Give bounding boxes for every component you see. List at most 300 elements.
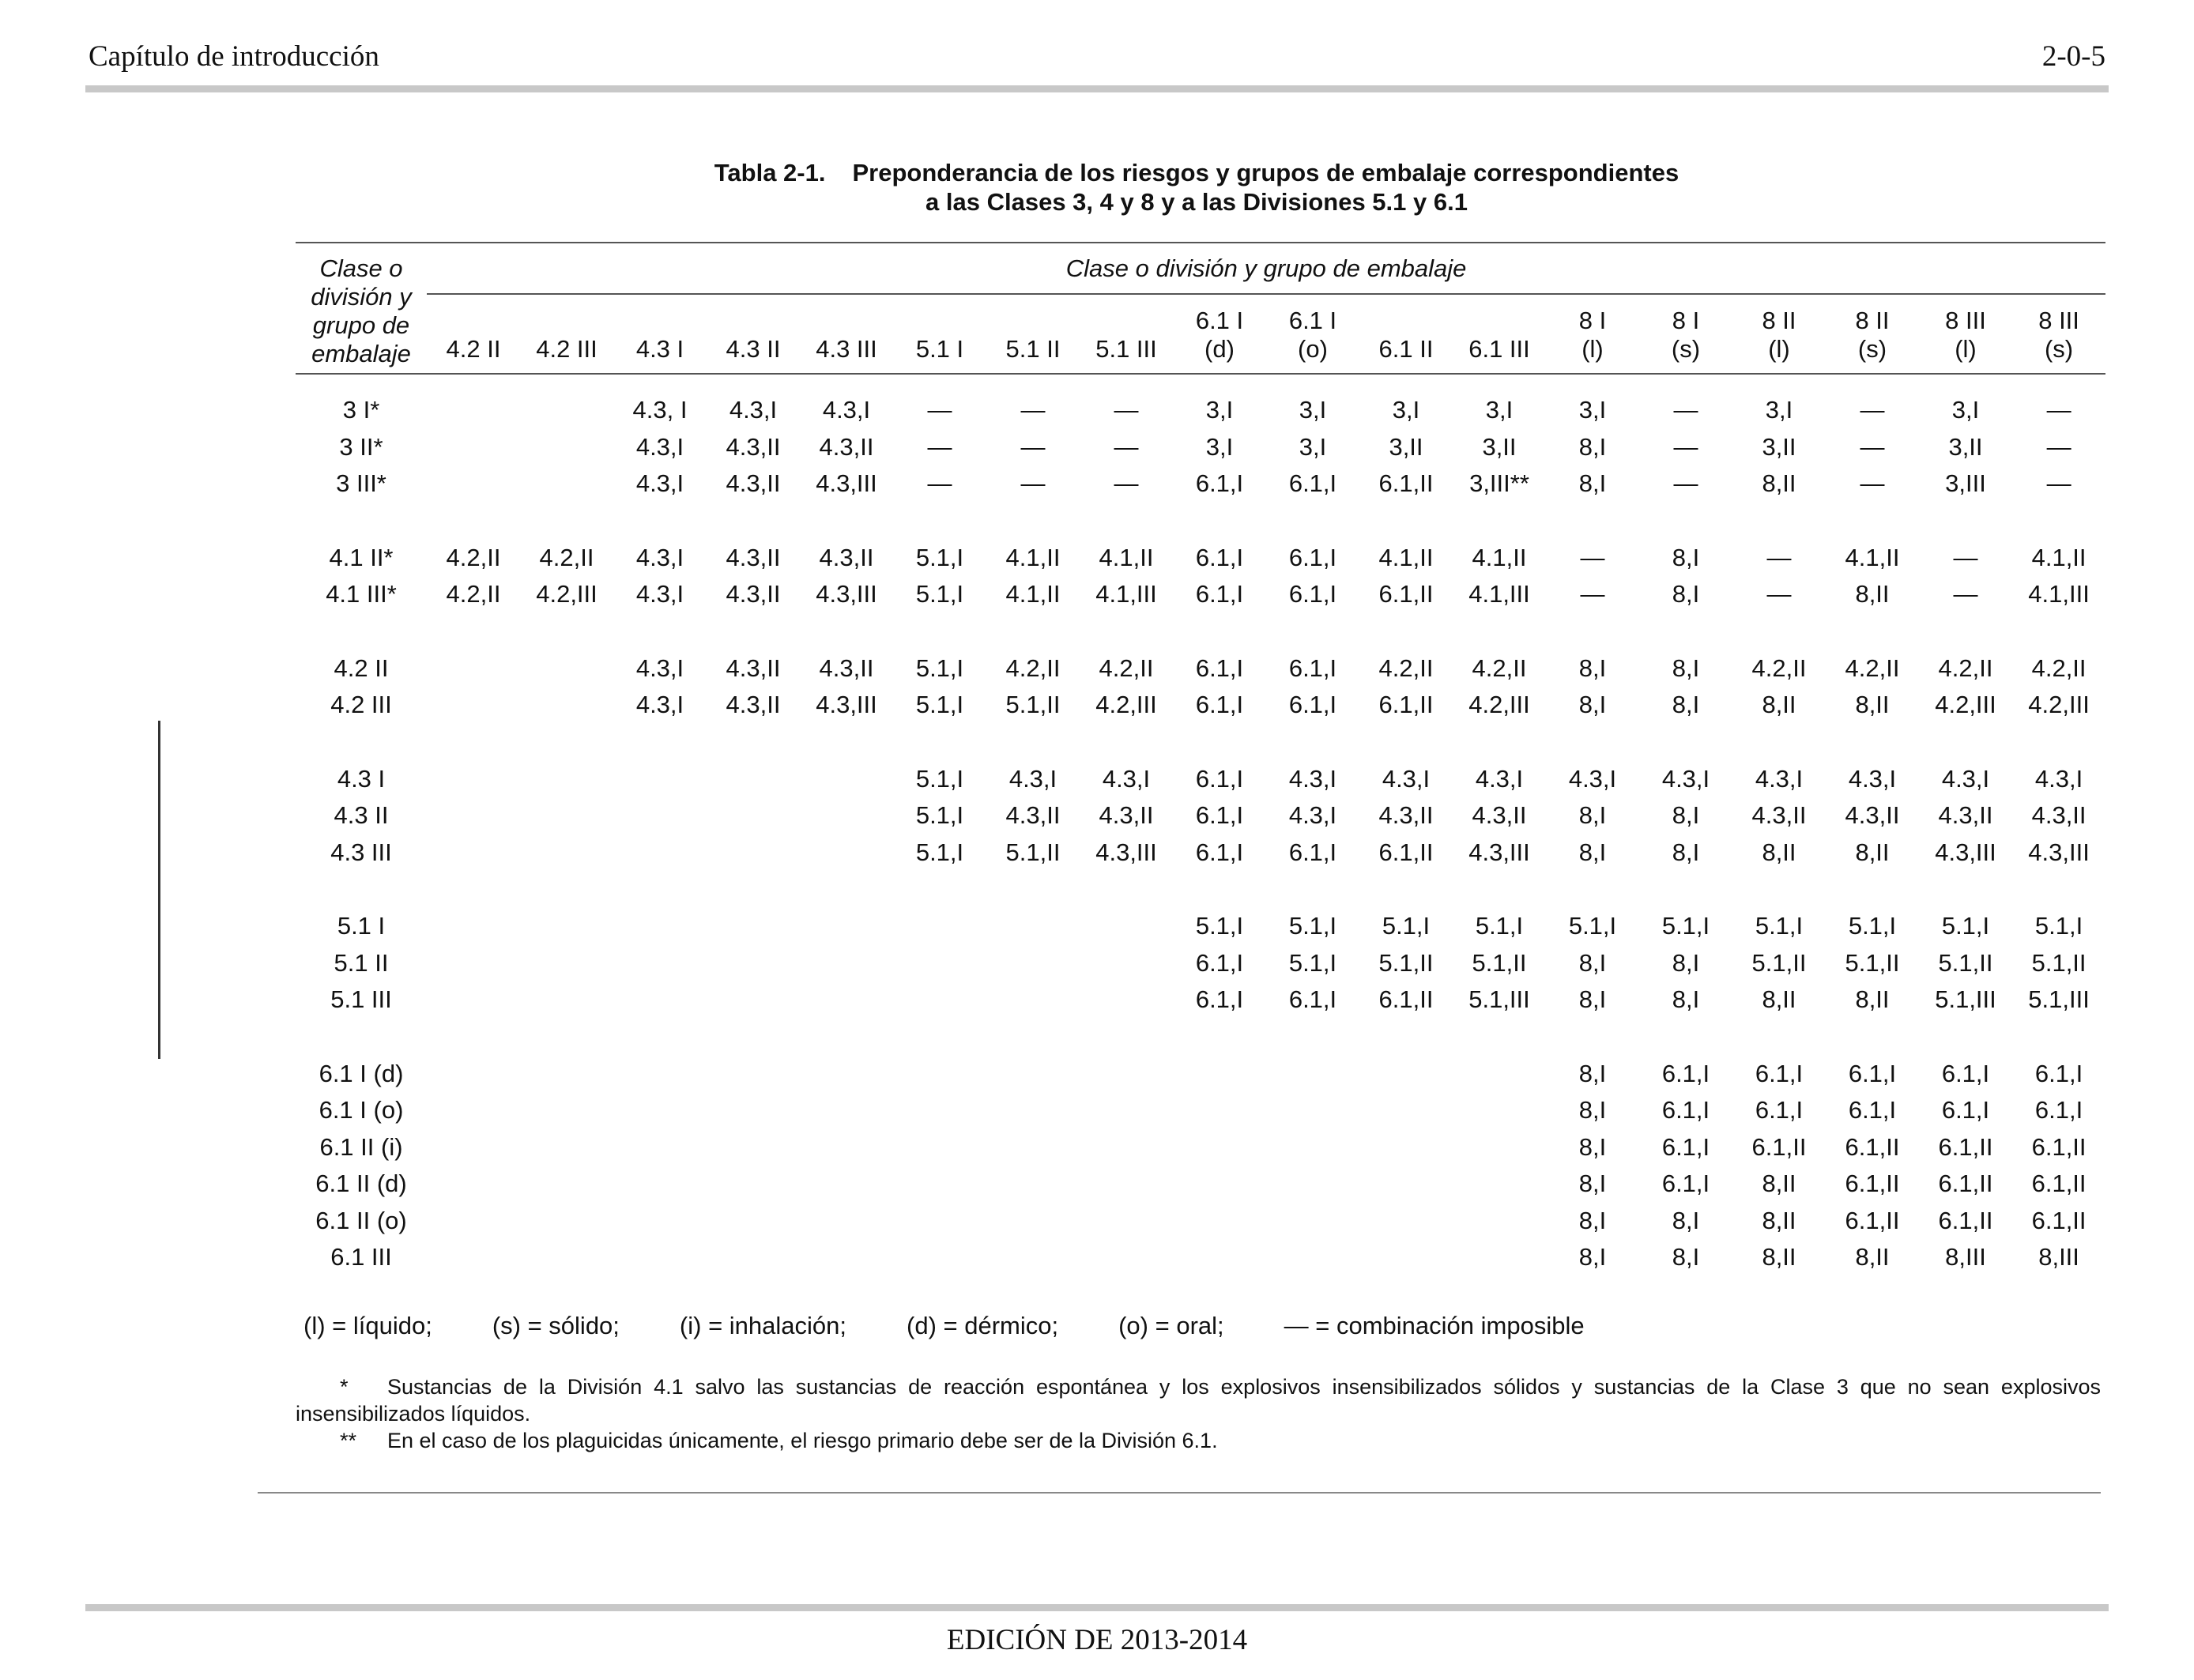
table-cell [520, 1092, 613, 1129]
table-cell [1453, 1203, 1546, 1240]
table-cell: 8,II [1762, 1170, 1796, 1198]
table-cell: 3,I [1299, 396, 1327, 424]
table-cell: 6.1,I [2034, 1096, 2083, 1124]
table-cell [707, 1239, 800, 1292]
table-cell [1080, 1129, 1173, 1166]
table-cell: 4.2,III [536, 580, 598, 608]
table-cell: 6.1,I [2034, 1059, 2083, 1087]
table-cell: 4.3,II [1845, 801, 1900, 830]
column-header-line: 8 II [1855, 307, 1890, 334]
table-cell [707, 1129, 800, 1166]
table-cell [986, 1129, 1080, 1166]
page-number: 2-0-5 [2041, 40, 2105, 73]
table-cell: — [1020, 432, 1046, 461]
table-cell: 4.3,I [1008, 764, 1057, 793]
table-cell: — [2046, 432, 2071, 461]
table-cell: 4.2,III [1468, 691, 1530, 719]
table-cell: 6.1,II [1845, 1170, 1900, 1198]
table-cell: 6.1,I [1195, 948, 1244, 977]
table-cell [1359, 1056, 1453, 1093]
table-cell: 8,I [1578, 654, 1607, 682]
row-label: 4.1 III* [326, 580, 397, 608]
table-cell [1080, 908, 1173, 945]
table-cell: 4.3,III [816, 469, 877, 498]
column-header-line: 8 I [1578, 307, 1607, 334]
table-cell [1453, 1166, 1546, 1203]
table-cell: 3,I [1392, 396, 1420, 424]
table-cell [707, 1166, 800, 1203]
row-label: 6.1 I (o) [319, 1096, 404, 1124]
table-cell: — [1580, 543, 1605, 571]
table-cell: 3,III** [1469, 469, 1529, 498]
table-cell: 4.3,II [2031, 801, 2087, 830]
table-cell [613, 908, 707, 945]
table-cell [1173, 1239, 1266, 1292]
table-cell [800, 1239, 893, 1292]
table-cell: 3,I [1205, 396, 1234, 424]
table-cell [1173, 1056, 1266, 1093]
table-cell: 4.2,II [539, 543, 594, 571]
legend-item: (l) = líquido; [303, 1312, 432, 1339]
table-cell: 6.1,II [1378, 838, 1434, 866]
table-cell: 4.2,II [2031, 654, 2087, 682]
table-cell [1359, 1203, 1453, 1240]
column-header-line: (d) [1204, 335, 1235, 363]
table-cell: 8,I [1578, 1059, 1607, 1087]
table-cell [520, 465, 613, 503]
table-cell: 4.1,II [1472, 543, 1527, 571]
legend-item: (d) = dérmico; [907, 1312, 1059, 1339]
column-header [1732, 294, 1826, 374]
header-rule [85, 85, 2109, 92]
table-cell: 6.1,I [1195, 985, 1244, 1014]
table-cell: 4.3,III [816, 691, 877, 719]
column-header [427, 294, 520, 374]
table-cell [520, 908, 613, 945]
table-cell [520, 429, 613, 466]
table-cell: — [2046, 396, 2071, 424]
table-cell: 6.1,II [1378, 691, 1434, 719]
table-cell: 4.3,I [1382, 764, 1431, 793]
table-cell: — [1114, 432, 1139, 461]
table-cell: 4.1,III [1468, 580, 1530, 608]
table-cell: 8,II [1762, 691, 1796, 719]
column-header-line: (l) [1768, 335, 1790, 363]
table-cell: 6.1,I [1288, 691, 1337, 719]
table-row [296, 687, 2105, 724]
table-row [296, 834, 2105, 872]
table-cell: 3,I [1485, 396, 1514, 424]
table-cell: 6.1,II [1938, 1132, 1993, 1161]
table-cell: 5.1,II [1005, 691, 1061, 719]
table-cell: 8,I [1578, 469, 1607, 498]
table-caption [296, 158, 2098, 217]
table-cell: 5.1,I [1941, 912, 1990, 940]
table-cell: 4.2,III [2028, 691, 2090, 719]
table-cell: 4.3,II [1938, 801, 1993, 830]
column-header-line: 5.1 II [1005, 335, 1061, 363]
table-cell [986, 908, 1080, 945]
table-cell: 8,I [1578, 691, 1607, 719]
table-row [296, 797, 2105, 834]
table-cell [427, 908, 520, 945]
table-cell: 6.1,II [1938, 1170, 1993, 1198]
table-head [296, 243, 2105, 374]
row-label: 5.1 I [337, 912, 386, 940]
table-cell: 5.1,III [2028, 985, 2090, 1014]
table-cell [427, 981, 520, 1019]
table-cell [613, 797, 707, 834]
column-header-line: 6.1 I [1288, 307, 1337, 334]
table-cell [613, 1092, 707, 1129]
table-cell [1080, 1203, 1173, 1240]
table-cell: 5.1,I [1755, 912, 1804, 940]
group-spacer [296, 724, 2105, 761]
table-cell: 8,II [1762, 838, 1796, 866]
table-cell [1266, 1166, 1359, 1203]
column-header [1546, 294, 1639, 374]
table-cell: — [1673, 469, 1698, 498]
column-header [893, 294, 986, 374]
table-cell: 4.3,I [635, 543, 684, 571]
spacer-cell [296, 613, 2105, 650]
table-cell: 4.3,I [1288, 801, 1337, 830]
column-header [1826, 294, 1919, 374]
column-header-line: (l) [1581, 335, 1604, 363]
table-notes [296, 1373, 2101, 1454]
column-header [2012, 294, 2105, 374]
table-cell: 4.3,II [1472, 801, 1527, 830]
row-label: 4.2 III [330, 691, 392, 719]
table-cell: 4.3,I [635, 580, 684, 608]
spacer-cell [296, 503, 2105, 540]
table-cell: 8,II [1762, 985, 1796, 1014]
table-cell [800, 908, 893, 945]
row-header-line: división y [311, 283, 412, 311]
table-cell: 4.3,I [1941, 764, 1990, 793]
table-cell: 6.1,II [2031, 1170, 2087, 1198]
table-cell: 6.1,I [1848, 1059, 1897, 1087]
table-cell: 4.2,II [446, 580, 501, 608]
row-header-line: embalaje [311, 340, 411, 367]
table-cell [1359, 1239, 1453, 1292]
row-label: 5.1 II [334, 948, 389, 977]
column-header-line: 4.3 III [816, 335, 877, 363]
table-cell: — [1953, 580, 1978, 608]
table-cell [1173, 1203, 1266, 1240]
row-label: 6.1 I (d) [319, 1059, 404, 1087]
row-label: 4.3 II [334, 801, 389, 830]
table-cell: 4.3,I [1288, 764, 1337, 793]
row-label: 4.3 III [330, 838, 392, 866]
table-cell: 4.1,II [1378, 543, 1434, 571]
table-cell: 4.3,III [1935, 838, 1996, 866]
column-header [1173, 294, 1266, 374]
column-header [520, 294, 613, 374]
table-cell: 4.1,II [1005, 580, 1061, 608]
column-header [1639, 294, 1732, 374]
table-cell: 5.1,I [1848, 912, 1897, 940]
table-cell: 4.3,II [1378, 801, 1434, 830]
caption-line-2: a las Clases 3, 4 y 8 y a las Divisiones 5.1 y 6.1 [925, 188, 1468, 216]
row-header-line: Clase o [319, 254, 403, 282]
table-cell: 8,I [1672, 838, 1700, 866]
table-cell: 6.1,I [1195, 838, 1244, 866]
table-cell: 6.1,I [1661, 1059, 1710, 1087]
table-row [296, 761, 2105, 798]
table-cell: 8,II [1855, 580, 1890, 608]
column-header-line: 4.3 I [635, 335, 684, 363]
table-cell: 4.3,II [1099, 801, 1154, 830]
row-label: 6.1 II (o) [315, 1206, 407, 1234]
table-cell: 8,II [1855, 838, 1890, 866]
table-cell [1080, 945, 1173, 982]
table-cell [707, 945, 800, 982]
table-cell: 4.3,I [1102, 764, 1151, 793]
table-cell: 6.1,I [1195, 580, 1244, 608]
table-row [296, 1129, 2105, 1166]
table-cell [613, 1239, 707, 1292]
table-cell: 5.1,I [1661, 912, 1710, 940]
precedence-table [296, 242, 2105, 1292]
table-cell [613, 834, 707, 872]
table-cell: 5.1,III [1935, 985, 1996, 1014]
row-label: 6.1 III [330, 1243, 392, 1271]
table-cell: 4.3,II [1005, 801, 1061, 830]
table-cell: — [1580, 580, 1605, 608]
table-cell [1266, 1203, 1359, 1240]
table-cell: 4.3,II [819, 432, 874, 461]
table-cell [893, 1203, 986, 1240]
row-label: 4.2 II [334, 654, 389, 682]
table-cell: 4.1,II [2031, 543, 2087, 571]
table-cell: 8,I [1578, 1243, 1607, 1271]
table-cell: 8,I [1578, 1170, 1607, 1198]
table-cell: 4.3,I [1661, 764, 1710, 793]
table-row [296, 374, 2105, 429]
table-cell [893, 945, 986, 982]
table-cell: 6.1,I [1195, 691, 1244, 719]
group-spacer [296, 613, 2105, 650]
table-row [296, 1203, 2105, 1240]
table-cell: 6.1,II [1378, 985, 1434, 1014]
table-cell: 8,II [1762, 469, 1796, 498]
table-cell: 5.1,I [1382, 912, 1431, 940]
caption-line-1 [296, 158, 2098, 187]
table-cell [520, 1129, 613, 1166]
table-row [296, 908, 2105, 945]
table-cell: 6.1,I [1195, 764, 1244, 793]
table-cell [1266, 1129, 1359, 1166]
table-cell: 4.3,II [726, 654, 781, 682]
abbreviation-legend [303, 1312, 1585, 1340]
column-header-line: 5.1 I [915, 335, 964, 363]
table-cell [893, 908, 986, 945]
table-cell [427, 945, 520, 982]
table-cell [427, 1166, 520, 1203]
table-cell [1080, 1166, 1173, 1203]
table-cell [893, 1092, 986, 1129]
table-cell [707, 981, 800, 1019]
table-cell: 6.1,I [1288, 838, 1337, 866]
table-cell [427, 1092, 520, 1129]
column-header-line: (s) [1857, 335, 1887, 363]
table-cell: 6.1,I [1195, 801, 1244, 830]
column-header [986, 294, 1080, 374]
table-cell: 8,I [1578, 948, 1607, 977]
header-row-columns [296, 294, 2105, 374]
legend-item: — = combinación imposible [1284, 1312, 1585, 1339]
row-header-cell [296, 243, 427, 374]
table-cell: 4.3,II [819, 654, 874, 682]
table-cell [613, 945, 707, 982]
table-cell: — [1673, 432, 1698, 461]
table-cell: 8,I [1672, 580, 1700, 608]
column-header-line: 5.1 III [1095, 335, 1157, 363]
table-cell: — [927, 432, 952, 461]
table-cell: 5.1,I [1475, 912, 1524, 940]
table-cell: 4.3,III [1095, 838, 1157, 866]
table-cell: 6.1,I [1661, 1170, 1710, 1198]
table-cell: 8,I [1672, 985, 1700, 1014]
table-cell: 3,III [1945, 469, 1986, 498]
table-cell: 4.3,I [635, 654, 684, 682]
table-cell [800, 1166, 893, 1203]
table-cell: 3,II [1948, 432, 1983, 461]
table-cell: 8,I [1672, 948, 1700, 977]
table-cell [427, 1239, 520, 1292]
table-cell: 6.1,I [1195, 469, 1244, 498]
table-cell: 6.1,I [1288, 469, 1337, 498]
table-cell [707, 1203, 800, 1240]
footer-rule [85, 1604, 2109, 1611]
table-cell [1453, 1129, 1546, 1166]
table-cell [520, 834, 613, 872]
table-cell: 4.2,II [1099, 654, 1154, 682]
table-cell [427, 1129, 520, 1166]
row-label: 3 II* [339, 432, 383, 461]
table-cell [707, 834, 800, 872]
column-header [1453, 294, 1546, 374]
group-spacer [296, 503, 2105, 540]
edition-footer: EDICIÓN DE 2013-2014 [946, 1624, 1248, 1656]
table-row [296, 1092, 2105, 1129]
row-label: 4.1 II* [329, 543, 394, 571]
row-label: 3 I* [342, 396, 380, 424]
table-cell [1266, 1092, 1359, 1129]
table-cell: 6.1,II [1378, 469, 1434, 498]
table-cell: 4.2,II [1472, 654, 1527, 682]
table-cell: 6.1,I [1755, 1059, 1804, 1087]
table-row [296, 1056, 2105, 1093]
column-header [1919, 294, 2012, 374]
column-header [1080, 294, 1173, 374]
table-cell [707, 908, 800, 945]
table-cell: 8,I [1672, 543, 1700, 571]
table-cell [1359, 1166, 1453, 1203]
table-body [296, 374, 2105, 1292]
table-cell [427, 374, 520, 429]
table-cell: — [927, 469, 952, 498]
column-header [800, 294, 893, 374]
table-cell [427, 465, 520, 503]
table-cell: 4.2,II [446, 543, 501, 571]
footnote [296, 1427, 2101, 1454]
table-cell: 4.3,II [726, 691, 781, 719]
table-cell: 5.1,II [1005, 838, 1061, 866]
table-cell [800, 1092, 893, 1129]
table-cell [613, 1056, 707, 1093]
footnote-text: En el caso de los plaguicidas únicamente, el riesgo primario debe ser de la División 6.1. [387, 1429, 1218, 1452]
table-cell: 4.1,II [1845, 543, 1900, 571]
table-cell: 4.2,II [1005, 654, 1061, 682]
spacer-cell [296, 871, 2105, 908]
table-cell [986, 1092, 1080, 1129]
table-cell: 6.1,II [1751, 1132, 1807, 1161]
table-cell [427, 429, 520, 466]
table-cell [520, 687, 613, 724]
table-cell [520, 1203, 613, 1240]
table-cell: 4.3,II [819, 543, 874, 571]
table-cell: 4.2,II [1378, 654, 1434, 682]
table-cell: 8,II [1762, 1206, 1796, 1234]
column-header-line: 8 III [2038, 307, 2079, 334]
table-cell [1173, 1092, 1266, 1129]
table-cell: — [1673, 396, 1698, 424]
table-cell: 6.1,II [1378, 580, 1434, 608]
row-label: 5.1 III [330, 985, 392, 1014]
column-header-line: 6.1 I [1195, 307, 1244, 334]
table-cell: 4.3,III [2028, 838, 2090, 866]
row-label: 6.1 II (i) [319, 1132, 403, 1161]
table-cell: 5.1,II [1938, 948, 1993, 977]
table-cell: 4.2,II [1751, 654, 1807, 682]
table-cell [800, 981, 893, 1019]
table-cell: 4.3,I [635, 469, 684, 498]
table-cell: 4.3,I [635, 691, 684, 719]
table-cell: 8,I [1672, 1206, 1700, 1234]
table-cell: 4.3,I [1475, 764, 1524, 793]
table-cell: 5.1,I [2034, 912, 2083, 940]
spacer-cell [296, 724, 2105, 761]
table-cell: 5.1,II [1378, 948, 1434, 977]
table-cell [1359, 1129, 1453, 1166]
table-cell [986, 1239, 1080, 1292]
table-cell [1266, 1239, 1359, 1292]
table-cell [800, 1129, 893, 1166]
table-row [296, 945, 2105, 982]
table-cell: 6.1,II [1938, 1206, 1993, 1234]
table-cell: 5.1,I [1195, 912, 1244, 940]
change-bar [158, 721, 160, 1059]
table-cell: — [1114, 396, 1139, 424]
table-cell: 3,I [1299, 432, 1327, 461]
table-cell: 3,II [1389, 432, 1423, 461]
column-header-line: (o) [1298, 335, 1328, 363]
table-cell [800, 1056, 893, 1093]
table-cell: 6.1,I [1195, 654, 1244, 682]
table-cell: 6.1,I [1288, 543, 1337, 571]
table-cell: 4.1,III [1095, 580, 1157, 608]
table-cell [986, 1166, 1080, 1203]
table-cell [427, 797, 520, 834]
table-cell: — [927, 396, 952, 424]
table-cell: 4.2,III [1095, 691, 1157, 719]
table-cell [893, 1129, 986, 1166]
table-cell: 6.1,I [1661, 1132, 1710, 1161]
caption-title: Preponderancia de los riesgos y grupos de embalaje correspondientes [852, 159, 1679, 186]
table-cell [1453, 1092, 1546, 1129]
